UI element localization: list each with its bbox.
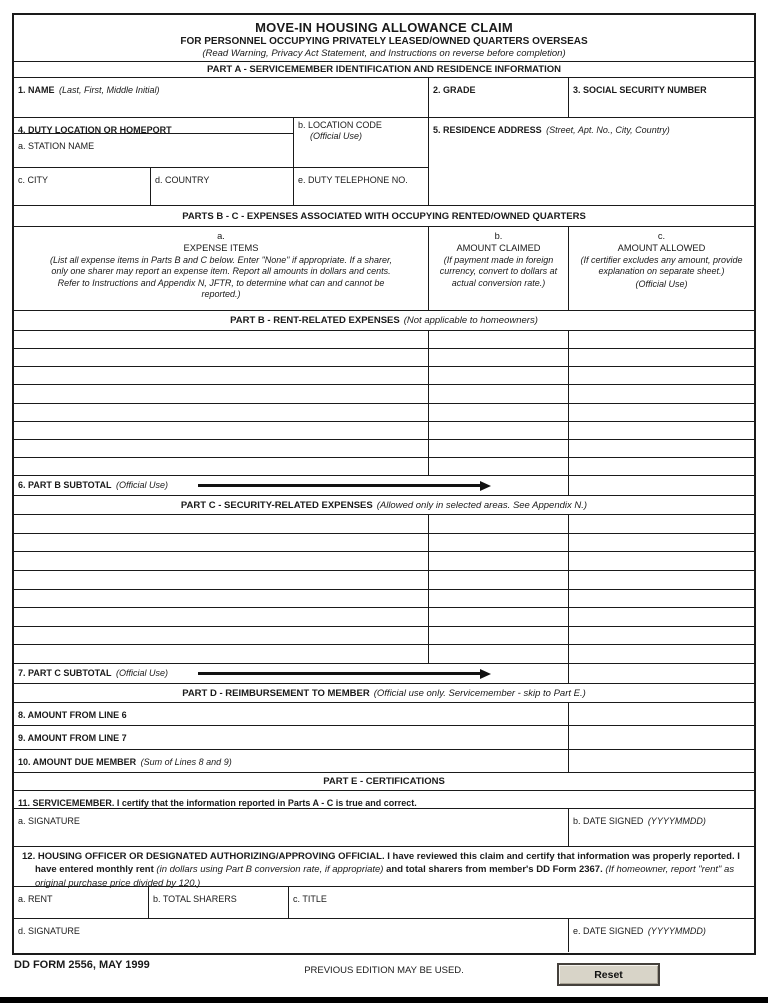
parts-bc-band-title: PARTS B - C - EXPENSES ASSOCIATED WITH OCCUPYING RENTED/OWNED QUARTERS (182, 210, 586, 222)
expense-row (14, 552, 754, 571)
total-sharers-field[interactable] (148, 887, 288, 918)
part-c-band (14, 496, 754, 515)
amount-claimed-cell[interactable] (428, 608, 568, 626)
amount-allowed-cell[interactable] (568, 331, 754, 348)
part-c-subtotal-amount-cell[interactable] (568, 664, 754, 683)
col-expense-items-header (14, 227, 428, 310)
city-label: c. CITY (18, 175, 49, 185)
station-name-label: a. STATION NAME (18, 141, 95, 151)
expense-row (14, 571, 754, 590)
amount-claimed-cell[interactable] (428, 422, 568, 439)
amount-allowed-cell[interactable] (568, 608, 754, 626)
amount-claimed-cell[interactable] (428, 627, 568, 645)
line-8-row (14, 703, 754, 726)
col-amount-allowed-header (568, 227, 754, 310)
member-date-signed-field[interactable] (568, 809, 754, 846)
amount-claimed-cell[interactable] (428, 645, 568, 663)
grade-label: 2. GRADE (433, 85, 476, 95)
rent-field[interactable] (14, 887, 148, 918)
member-signature-label: a. SIGNATURE (18, 816, 80, 826)
expense-row (14, 440, 754, 458)
expense-item-cell[interactable] (14, 385, 428, 402)
col-a-title: EXPENSE ITEMS (183, 242, 259, 253)
official-date-signed-hint: (YYYYMMDD) (647, 926, 706, 936)
expense-item-cell[interactable] (14, 422, 428, 439)
expense-item-cell[interactable] (14, 440, 428, 457)
amount-allowed-cell[interactable] (568, 458, 754, 475)
part-a-row-1 (14, 78, 754, 118)
location-code-hint: (Official Use) (310, 131, 363, 142)
form-border-box (12, 13, 756, 955)
line-12-bold-1: 12. HOUSING OFFICER OR DESIGNATED AUTHORIZING/APPROVING OFFICIAL. I have reviewed this claim and certify that information was properly reported. I have entered monthly rent (22, 851, 740, 876)
expense-row (14, 645, 754, 663)
form-number: DD FORM 2556, MAY 1999 (14, 959, 150, 971)
line-10-label: 10. AMOUNT DUE MEMBER (18, 757, 137, 767)
expense-item-cell[interactable] (14, 552, 428, 570)
rent-row (14, 887, 754, 919)
line-12-statement (14, 847, 754, 887)
part-b-subtotal-amount-cell[interactable] (568, 476, 754, 495)
col-b-letter: b. (494, 231, 503, 241)
line-11-statement (14, 791, 754, 808)
line-9-label: 9. AMOUNT FROM LINE 7 (18, 733, 127, 743)
amount-allowed-cell[interactable] (568, 367, 754, 384)
city-field[interactable] (14, 168, 150, 205)
part-a-band (14, 62, 754, 78)
amount-claimed-cell[interactable] (428, 515, 568, 533)
amount-claimed-cell[interactable] (428, 571, 568, 589)
amount-claimed-cell[interactable] (428, 458, 568, 475)
amount-allowed-cell[interactable] (568, 645, 754, 663)
title-field[interactable] (288, 887, 754, 918)
part-c-subtotal-label: 7. PART C SUBTOTAL (18, 667, 112, 678)
part-d-band-title: PART D - REIMBURSEMENT TO MEMBER (182, 687, 370, 699)
expense-row (14, 515, 754, 534)
amount-allowed-cell[interactable] (568, 627, 754, 645)
form-instruction: (Read Warning, Privacy Act Statement, and Instructions on reverse before completion) (202, 48, 566, 59)
amount-claimed-cell[interactable] (428, 367, 568, 384)
expense-item-cell[interactable] (14, 349, 428, 366)
station-name-field[interactable] (14, 134, 293, 167)
ssn-label: 3. SOCIAL SECURITY NUMBER (573, 85, 707, 95)
duty-phone-label: e. DUTY TELEPHONE NO. (298, 175, 408, 185)
expense-item-cell[interactable] (14, 645, 428, 663)
member-date-signed-label: b. DATE SIGNED (573, 816, 644, 826)
part-c-subtotal-row (14, 664, 754, 684)
duty-location-header (14, 118, 293, 134)
expense-item-cell[interactable] (14, 590, 428, 608)
part-c-subtotal-hint: (Official Use) (115, 667, 168, 678)
country-label: d. COUNTRY (155, 175, 210, 185)
expense-row (14, 385, 754, 403)
reset-button[interactable]: Reset (557, 963, 660, 986)
member-signature-field[interactable] (14, 809, 568, 846)
line-10-row (14, 750, 754, 773)
line-11-label: 11. SERVICEMEMBER. I certify that the information reported in Parts A - C is true and correct. (18, 798, 417, 808)
expense-item-cell[interactable] (14, 404, 428, 421)
expense-row (14, 331, 754, 349)
amount-allowed-cell[interactable] (568, 552, 754, 570)
location-code-field[interactable] (293, 118, 428, 167)
page-bottom-bar (0, 997, 768, 1003)
expense-item-cell[interactable] (14, 367, 428, 384)
expense-item-cell[interactable] (14, 627, 428, 645)
line-10-label-cell (14, 750, 568, 772)
part-e-band-title: PART E - CERTIFICATIONS (323, 776, 445, 787)
part-b-subtotal-label: 6. PART B SUBTOTAL (18, 479, 112, 490)
part-c-band-title: PART C - SECURITY-RELATED EXPENSES (180, 499, 373, 511)
col-a-letter: a. (217, 231, 225, 241)
expense-column-headers (14, 227, 754, 311)
part-d-band-note: (Official use only. Servicemember - skip to Part E.) (373, 687, 586, 699)
part-d-band (14, 684, 754, 703)
line-12-italic-1: (in dollars using Part B conversion rate, if appropriate) (156, 864, 384, 876)
part-b-rows (14, 331, 754, 476)
residence-address-hint: (Street, Apt. No., City, Country) (546, 125, 670, 135)
form-title: MOVE-IN HOUSING ALLOWANCE CLAIM (255, 20, 513, 35)
expense-row (14, 367, 754, 385)
amount-claimed-cell[interactable] (428, 440, 568, 457)
edition-note: PREVIOUS EDITION MAY BE USED. (304, 965, 464, 976)
expense-row (14, 608, 754, 627)
part-a-band-title: PART A - SERVICEMEMBER IDENTIFICATION AND RESIDENCE INFORMATION (207, 64, 561, 75)
line-8-amount-cell[interactable] (568, 703, 754, 725)
amount-claimed-cell[interactable] (428, 331, 568, 348)
amount-claimed-cell[interactable] (428, 534, 568, 552)
expense-item-cell[interactable] (14, 571, 428, 589)
amount-claimed-cell[interactable] (428, 590, 568, 608)
official-signature-row (14, 919, 754, 952)
part-c-subtotal-label-cell (14, 664, 568, 683)
line-8-label: 8. AMOUNT FROM LINE 6 (18, 710, 127, 720)
duty-phone-field[interactable] (293, 168, 428, 205)
amount-claimed-cell[interactable] (428, 552, 568, 570)
amount-claimed-cell[interactable] (428, 349, 568, 366)
amount-allowed-cell[interactable] (568, 515, 754, 533)
title-label: c. TITLE (293, 894, 327, 904)
expense-row (14, 627, 754, 646)
duty-location-section (14, 118, 428, 205)
part-b-subtotal-row (14, 476, 754, 496)
form-subtitle: FOR PERSONNEL OCCUPYING PRIVATELY LEASED/OWNED QUARTERS OVERSEAS (180, 36, 588, 47)
col-amount-claimed-header (428, 227, 568, 310)
expense-item-cell[interactable] (14, 515, 428, 533)
grade-field[interactable] (428, 78, 568, 117)
line-10-amount-cell[interactable] (568, 750, 754, 772)
amount-allowed-cell[interactable] (568, 404, 754, 421)
amount-allowed-cell[interactable] (568, 422, 754, 439)
expense-item-cell[interactable] (14, 458, 428, 475)
country-field[interactable] (150, 168, 293, 205)
line-12-bold-2: and total sharers from member's DD Form 2367. (386, 864, 603, 876)
subtotal-arrow-b (198, 481, 491, 491)
line-9-row (14, 726, 754, 750)
amount-allowed-cell[interactable] (568, 534, 754, 552)
line-9-amount-cell[interactable] (568, 726, 754, 749)
official-date-signed-field[interactable] (568, 919, 754, 952)
amount-allowed-cell[interactable] (568, 385, 754, 402)
total-sharers-label: b. TOTAL SHARERS (153, 894, 237, 904)
rent-label: a. RENT (18, 894, 53, 904)
line-11-row (14, 791, 754, 809)
col-b-title: AMOUNT CLAIMED (456, 242, 541, 253)
expense-item-cell[interactable] (14, 608, 428, 626)
expense-row (14, 349, 754, 367)
part-c-rows (14, 515, 754, 664)
parts-bc-band (14, 206, 754, 227)
expense-row (14, 404, 754, 422)
amount-claimed-cell[interactable] (428, 385, 568, 402)
line-9-label-cell (14, 726, 568, 749)
part-b-band-title: PART B - RENT-RELATED EXPENSES (230, 315, 400, 326)
line-10-hint: (Sum of Lines 8 and 9) (140, 757, 232, 767)
member-signature-row (14, 809, 754, 847)
official-date-signed-label: e. DATE SIGNED (573, 926, 644, 936)
expense-row (14, 422, 754, 440)
amount-allowed-cell[interactable] (568, 590, 754, 608)
col-c-title: AMOUNT ALLOWED (617, 242, 706, 253)
line-8-label-cell (14, 703, 568, 725)
expense-row (14, 458, 754, 475)
col-c-note2: (Official Use) (635, 278, 688, 289)
col-c-note: (If certifier excludes any amount, provide explanation on separate sheet.) (580, 255, 743, 277)
part-b-band-note: (Not applicable to homeowners) (403, 315, 538, 326)
name-hint: (Last, First, Middle Initial) (58, 85, 160, 95)
amount-allowed-cell[interactable] (568, 440, 754, 457)
residence-address-field[interactable] (428, 118, 754, 205)
expense-row (14, 590, 754, 609)
ssn-field[interactable] (568, 78, 754, 117)
amount-claimed-cell[interactable] (428, 404, 568, 421)
part-c-band-note: (Allowed only in selected areas. See Appendix N.) (376, 499, 588, 511)
name-field[interactable] (14, 78, 428, 117)
residence-address-label: 5. RESIDENCE ADDRESS (433, 125, 542, 135)
amount-allowed-cell[interactable] (568, 571, 754, 589)
col-c-letter: c. (657, 231, 666, 241)
official-signature-label: d. SIGNATURE (18, 926, 80, 936)
official-signature-field[interactable] (14, 919, 568, 952)
part-e-band (14, 773, 754, 791)
name-label: 1. NAME (18, 85, 55, 95)
part-a-row-2 (14, 118, 754, 206)
col-b-note: (If payment made in foreign currency, convert to dollars at actual conversion rate.) (439, 255, 558, 288)
expense-row (14, 534, 754, 553)
location-code-label: b. LOCATION CODE (298, 120, 382, 130)
part-b-subtotal-label-cell (14, 476, 568, 495)
subtotal-arrow-c (198, 669, 491, 679)
col-a-note: (List all expense items in Parts B and C below. Enter "None" if appropriate. If a sharer, only one sharer may report an expense item. Report all amounts in dollars and cents. Refer to Instructions and Appendix N, JFTR, to determine what can and cannot be reported.) (49, 255, 393, 299)
part-b-band (14, 311, 754, 331)
expense-item-cell[interactable] (14, 331, 428, 348)
line-12-italic-2: (If homeowner, report "rent" as original purchase price divided by 120.) (35, 864, 735, 889)
expense-item-cell[interactable] (14, 534, 428, 552)
duty-location-label: 4. DUTY LOCATION OR HOMEPORT (18, 125, 172, 135)
form-footer (0, 957, 768, 991)
form-title-block (14, 15, 754, 62)
part-b-subtotal-hint: (Official Use) (115, 479, 168, 490)
member-date-signed-hint: (YYYYMMDD) (647, 816, 706, 826)
amount-allowed-cell[interactable] (568, 349, 754, 366)
